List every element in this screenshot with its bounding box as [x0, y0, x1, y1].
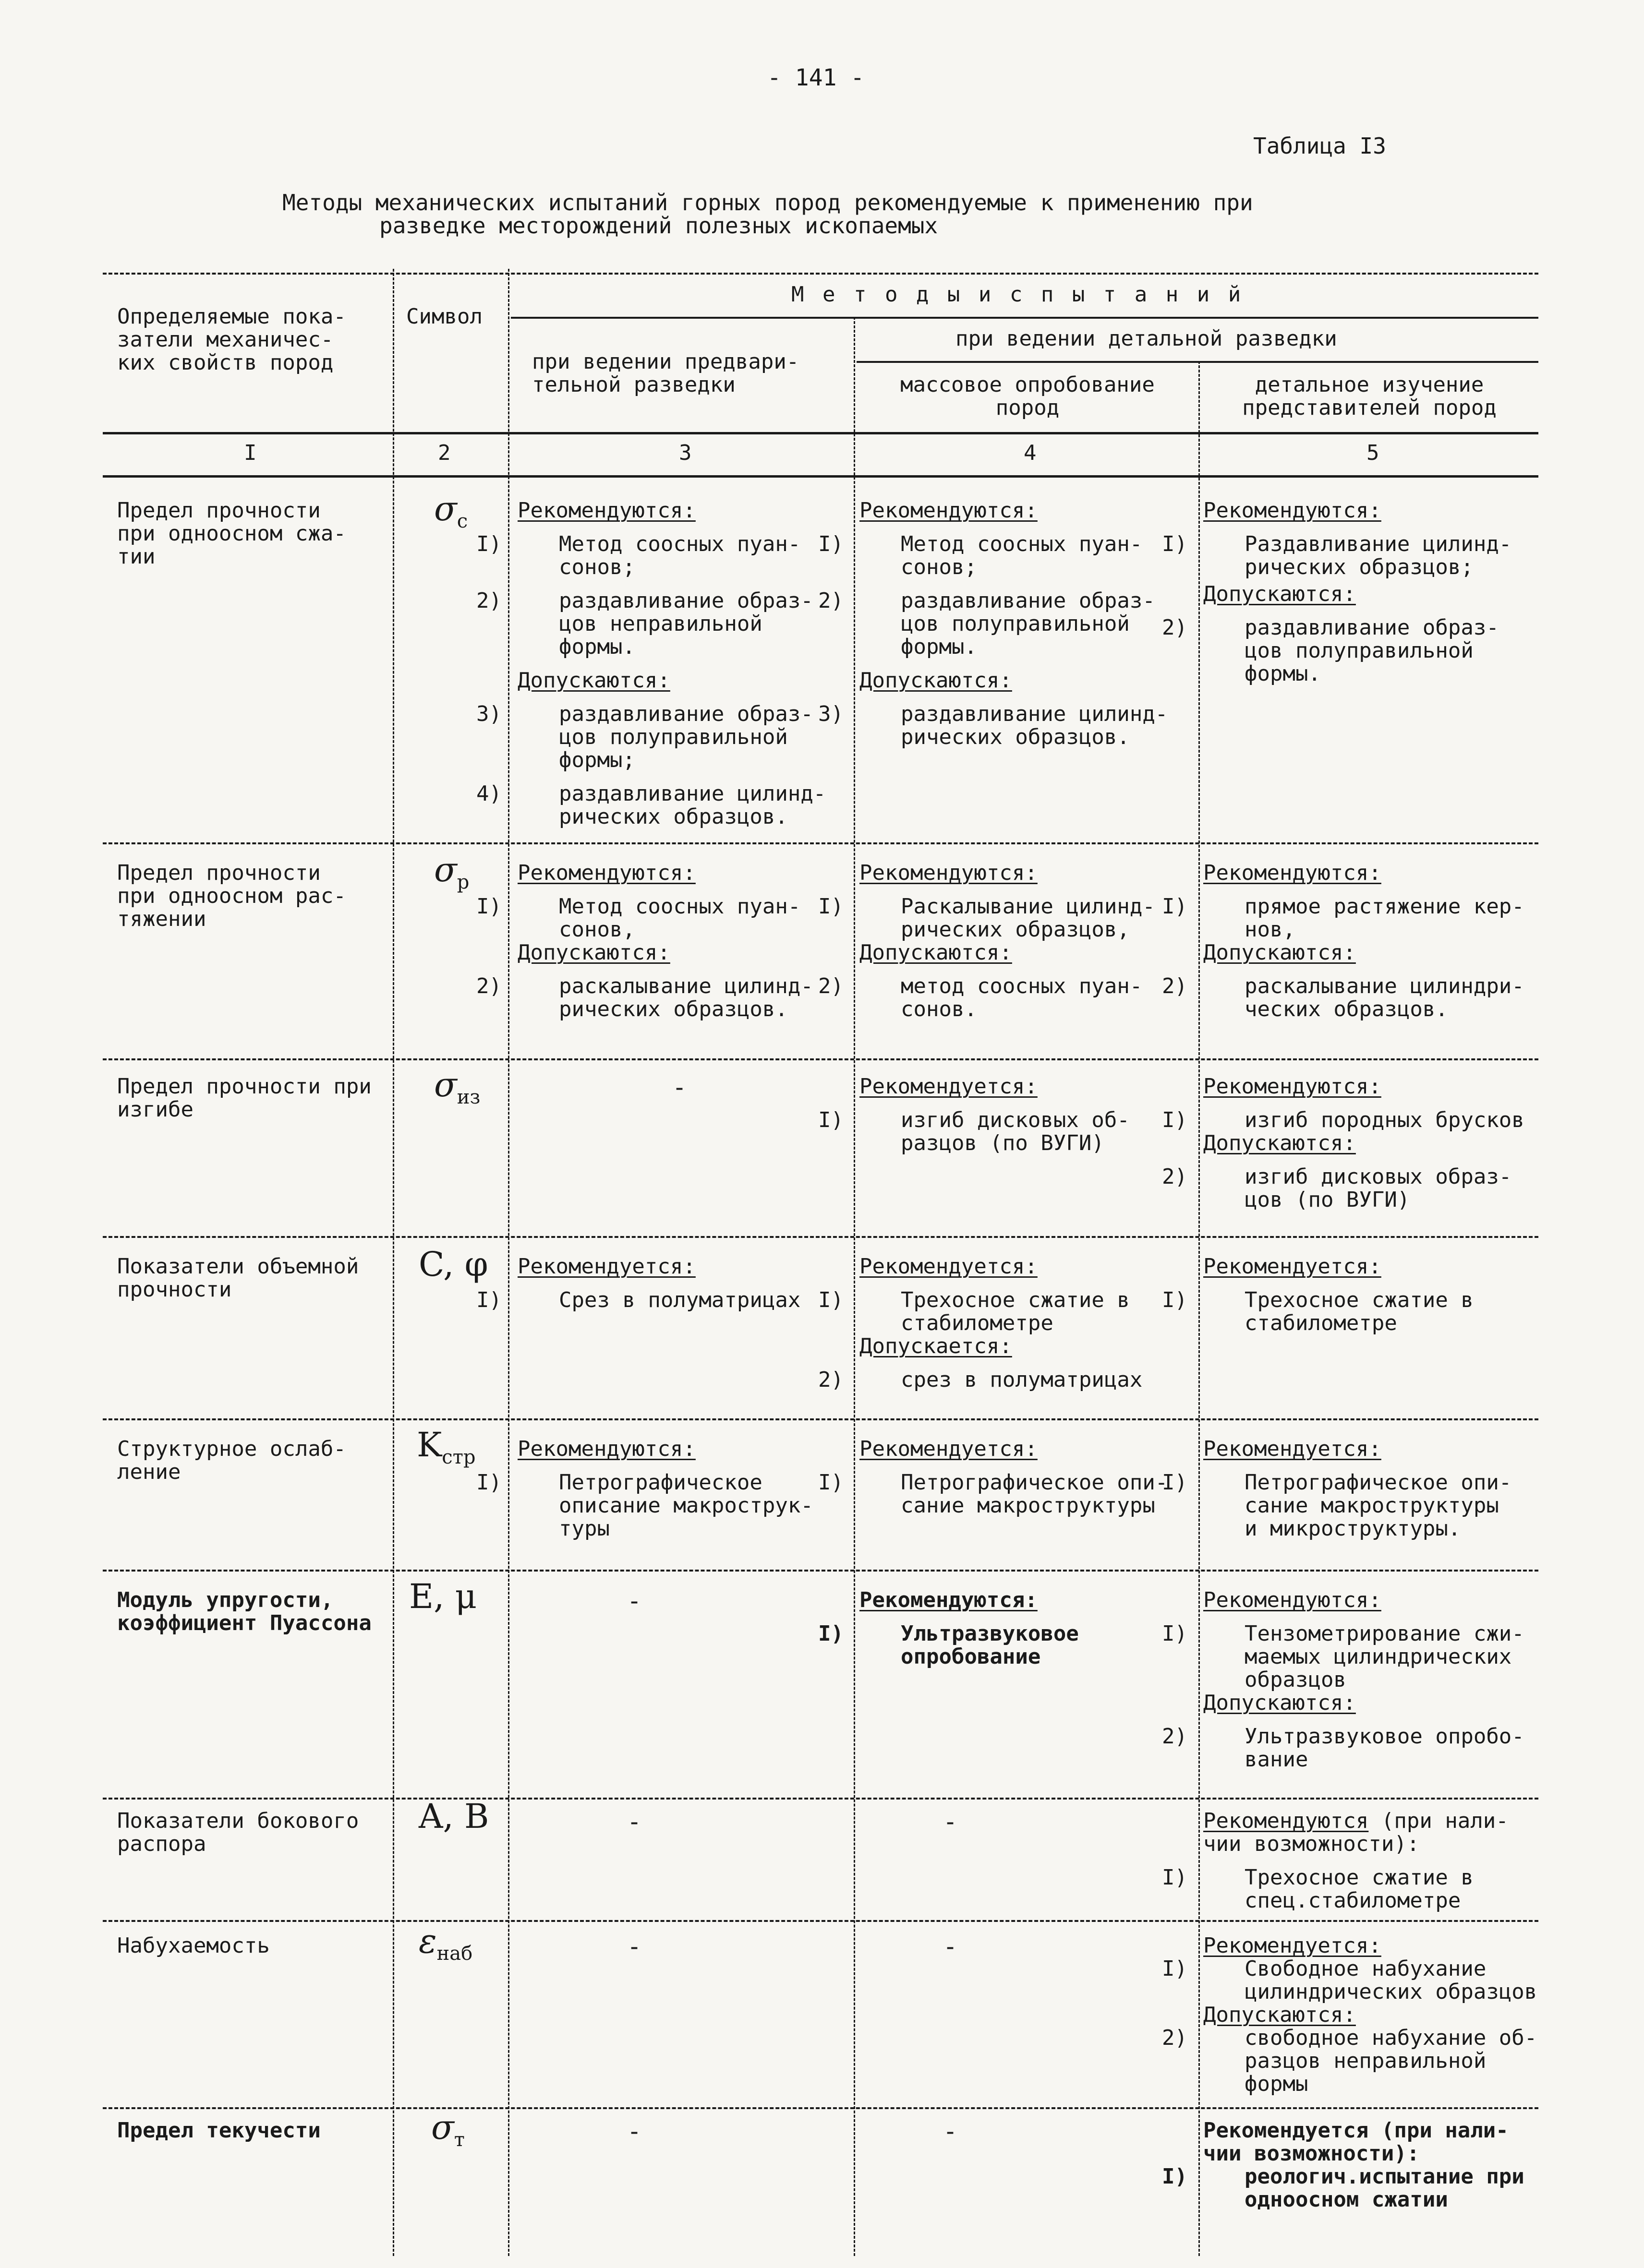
row-symbol: $\sigma_т$	[431, 2108, 465, 2151]
header-mass-sampling: массовое опробование пород	[900, 372, 1155, 420]
cell-mass-sampling: Рекомендуются: I) Раскалывание цилинд- рических образцов, Допускаются: 2) метод соосных пуан- сонов.	[818, 861, 1155, 1021]
cell-mass-sampling: Рекомендуется: I) Петрографическое опи- сание макроструктуры	[818, 1437, 1168, 1518]
row-symbol: $\sigma_{из}$	[434, 1065, 481, 1108]
cell-mass-sampling: Рекомендуются: I) Метод соосных пуан- сонов; 2) раздавливание образ- цов полуправильной формы. Допускаются: 3) раздавливание цилинд- рических образцов.	[818, 498, 1168, 749]
cell-preliminary: Рекомендуются: I) Петрографическое описание макрострук- туры	[476, 1437, 813, 1541]
cell-mass-sampling: -	[943, 2117, 958, 2145]
cell-mass-sampling: Рекомендуются: I) Ультразвуковое опробование	[818, 1588, 1079, 1669]
cell-mass-sampling: Рекомендуется: I) Трехосное сжатие в стабилометре Допускается: 2) срез в полуматрицах	[818, 1254, 1143, 1392]
row-symbol: $\sigma_c$	[434, 489, 468, 532]
cell-preliminary: -	[627, 2117, 642, 2145]
row-indicator-name: Структурное ослаб- ление	[117, 1437, 346, 1484]
row-symbol: A, B	[419, 1797, 489, 1836]
cell-detailed-study: Рекомендуются (при нали- чии возможности): I) Трехосное сжатие в спец.стабилометре	[1162, 1809, 1509, 1913]
row-symbol: C, φ	[419, 1245, 488, 1284]
cell-preliminary: -	[672, 1073, 687, 1101]
cell-detailed-study: Рекомендуются: I) Раздавливание цилинд- рических образцов; Допускаются: 2) раздавливание образ- цов полуправильной формы.	[1162, 498, 1512, 686]
row-indicator-name: Предел прочности при одноосном сжа- тии	[117, 498, 346, 569]
row-symbol: $\sigma_p$	[434, 850, 470, 893]
col-number-5: 5	[1366, 441, 1379, 465]
page-number: - 141 -	[767, 64, 865, 91]
header-methods: М е т о д ы и с п ы т а н и й	[791, 282, 1244, 307]
cell-preliminary: Рекомендуются: I) Метод соосных пуан- сонов; 2) раздавливание образ- цов неправильной формы. Допускаются: 3) раздавливание образ- цов полуправильной формы; 4) раздавливание цилинд- рических образцов.	[476, 498, 826, 829]
cell-detailed-study: Рекомендуется: I) Свободное набухание цилиндрических образцов Допускаются: 2) свободное набухание об- разцов неправильной формы	[1162, 1933, 1537, 2096]
cell-detailed-study: Рекомендуется: I) Трехосное сжатие в стабилометре	[1162, 1254, 1474, 1335]
cell-preliminary: Рекомендуется: I) Срез в полуматрицах	[476, 1254, 801, 1312]
table-title-line1: Методы механических испытаний горных пород рекомендуемые к применению при	[282, 190, 1253, 216]
header-indicators: Определяемые пока- затели механичес- ких свойств пород	[117, 304, 346, 375]
cell-preliminary: Рекомендуются: I) Метод соосных пуан- сонов, Допускаются: 2) раскалывание цилинд- рических образцов.	[476, 861, 813, 1021]
cell-mass-sampling: -	[943, 1932, 958, 1960]
col-number-3: 3	[679, 441, 692, 465]
header-symbol: Символ	[406, 304, 483, 329]
cell-detailed-study: Рекомендуется (при нали- чии возможности): I) реологич.испытание при одноосном сжатии	[1162, 2118, 1524, 2212]
row-indicator-name: Показатели объемной прочности	[117, 1254, 359, 1302]
col-number-4: 4	[1024, 441, 1037, 465]
header-detailed: при ведении детальной разведки	[955, 326, 1337, 351]
cell-preliminary: -	[627, 1587, 642, 1615]
row-symbol: $\varepsilon_{наб}$	[419, 1921, 473, 1965]
row-symbol: $K_{стр}$	[417, 1425, 476, 1468]
row-indicator-name: Показатели бокового распора	[117, 1809, 359, 1856]
cell-preliminary: -	[627, 1932, 642, 1960]
row-indicator-name: Набухаемость	[117, 1933, 270, 1958]
row-indicator-name: Предел текучести	[117, 2118, 321, 2143]
cell-detailed-study: Рекомендуются: I) Тензометрирование сжи- маемых цилиндрических образцов Допускаются: 2) Ультразвуковое опробо- вание	[1162, 1588, 1524, 1772]
row-symbol: E, μ	[409, 1577, 477, 1616]
cell-detailed-study: Рекомендуются: I) изгиб породных брусков Допускаются: 2) изгиб дисковых образ- цов (по ВУГИ)	[1162, 1074, 1524, 1212]
row-indicator-name: Предел прочности при одноосном рас- тяжении	[117, 861, 346, 931]
cell-mass-sampling: -	[943, 1808, 958, 1836]
cell-preliminary: -	[627, 1808, 642, 1836]
row-indicator-name: Предел прочности при изгибе	[117, 1074, 372, 1122]
table-title-line2: разведке месторождений полезных ископаемых	[379, 213, 938, 239]
cell-detailed-study: Рекомендуется: I) Петрографическое опи- сание макроструктуры и микроструктуры.	[1162, 1437, 1512, 1541]
header-preliminary: при ведении предвари- тельной разведки	[532, 349, 799, 397]
row-indicator-name: Модуль упругости, коэффициент Пуассона	[117, 1588, 372, 1635]
cell-mass-sampling: Рекомендуется: I) изгиб дисковых об- разцов (по ВУГИ)	[818, 1074, 1130, 1155]
col-number-1: I	[244, 441, 257, 465]
table-label: Таблица I3	[1253, 133, 1386, 159]
header-detailed-study: детальное изучение представителей пород	[1242, 372, 1497, 420]
col-number-2: 2	[438, 441, 451, 465]
cell-detailed-study: Рекомендуются: I) прямое растяжение кер- нов, Допускаются: 2) раскалывание цилиндри- ческих образцов.	[1162, 861, 1524, 1021]
